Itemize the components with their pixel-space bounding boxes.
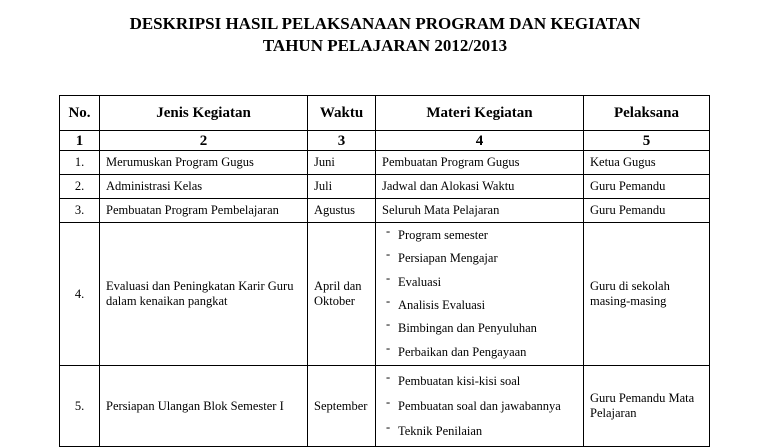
list-item: - Analisis Evaluasi xyxy=(384,294,577,317)
table-row xyxy=(60,151,710,175)
header-jenis-kegiatan: Jenis Kegiatan xyxy=(100,96,308,131)
list-item: - Evaluasi xyxy=(384,271,577,294)
pelaksana-cell: Guru Pemandu Mata Pelajaran xyxy=(584,366,710,447)
list-item: - Persiapan Mengajar xyxy=(384,247,577,270)
materi-cell: Pembuatan Program Gugus xyxy=(376,151,584,175)
column-number: 2 xyxy=(100,131,308,151)
row-number: 1. xyxy=(60,151,100,175)
column-number: 1 xyxy=(60,131,100,151)
waktu-cell: Agustus xyxy=(308,199,376,223)
list-item: - Bimbingan dan Penyuluhan xyxy=(384,317,577,340)
column-number: 4 xyxy=(376,131,584,151)
materi-list xyxy=(382,224,577,364)
pelaksana-cell: Guru Pemandu xyxy=(584,199,710,223)
header-pelaksana: Pelaksana xyxy=(584,96,710,131)
list-item: - Perbaikan dan Pengayaan xyxy=(384,341,577,364)
pelaksana-cell: Guru di sekolah masing-masing xyxy=(584,223,710,366)
jenis-kegiatan-cell: Pembuatan Program Pembelajaran xyxy=(100,199,308,223)
table-row xyxy=(60,223,710,366)
document-title: DESKRIPSI HASIL PELAKSANAAN PROGRAM DAN KEGIATAN xyxy=(129,14,641,33)
row-number: 3. xyxy=(60,199,100,223)
jenis-kegiatan-cell: Administrasi Kelas xyxy=(100,175,308,199)
table-row xyxy=(60,175,710,199)
document-subtitle: TAHUN PELAJARAN 2012/2013 xyxy=(262,36,508,55)
table-header-row xyxy=(60,96,710,131)
header-no: No. xyxy=(60,96,100,131)
table-row xyxy=(60,199,710,223)
materi-cell xyxy=(376,366,584,447)
list-item: - Pembuatan kisi-kisi soal xyxy=(384,369,577,394)
waktu-cell: April dan Oktober xyxy=(308,223,376,366)
waktu-cell: September xyxy=(308,366,376,447)
pelaksana-cell: Ketua Gugus xyxy=(584,151,710,175)
row-number: 2. xyxy=(60,175,100,199)
materi-cell: Jadwal dan Alokasi Waktu xyxy=(376,175,584,199)
list-item: - Program semester xyxy=(384,224,577,247)
jenis-kegiatan-cell: Merumuskan Program Gugus xyxy=(100,151,308,175)
activity-table xyxy=(59,95,710,447)
column-number-row xyxy=(60,131,710,151)
list-item: - Pembuatan soal dan jawabannya xyxy=(384,394,577,419)
materi-cell xyxy=(376,223,584,366)
list-item: - Teknik Penilaian xyxy=(384,419,577,444)
row-number: 4. xyxy=(60,223,100,366)
materi-cell: Seluruh Mata Pelajaran xyxy=(376,199,584,223)
waktu-cell: Juli xyxy=(308,175,376,199)
jenis-kegiatan-cell: Evaluasi dan Peningkatan Karir Guru dalam kenaikan pangkat xyxy=(100,223,308,366)
column-number: 5 xyxy=(584,131,710,151)
column-number: 3 xyxy=(308,131,376,151)
pelaksana-cell: Guru Pemandu xyxy=(584,175,710,199)
jenis-kegiatan-cell: Persiapan Ulangan Blok Semester I xyxy=(100,366,308,447)
row-number: 5. xyxy=(60,366,100,447)
materi-list xyxy=(382,369,577,444)
header-waktu: Waktu xyxy=(308,96,376,131)
header-materi-kegiatan: Materi Kegiatan xyxy=(376,96,584,131)
table-row xyxy=(60,366,710,447)
waktu-cell: Juni xyxy=(308,151,376,175)
